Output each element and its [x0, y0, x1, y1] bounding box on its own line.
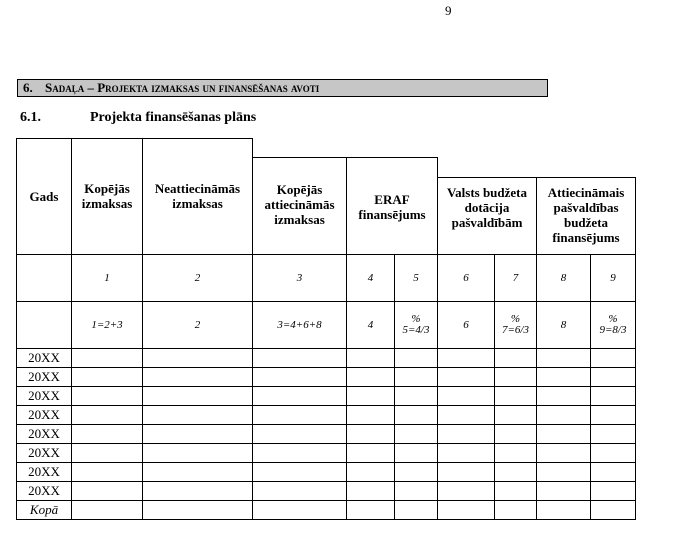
total-cell	[71, 500, 143, 520]
year-label: 20XX	[16, 386, 72, 406]
table-cell	[536, 443, 591, 463]
total-cell	[494, 500, 537, 520]
formula-6: 6	[437, 301, 495, 349]
table-cell	[346, 443, 395, 463]
total-cell	[142, 500, 253, 520]
table-cell	[346, 386, 395, 406]
formula-1: 1=2+3	[71, 301, 143, 349]
colnum-8: 8	[536, 254, 591, 302]
table-cell	[536, 367, 591, 387]
formula-8: 8	[536, 301, 591, 349]
table-cell	[494, 462, 537, 482]
subsection-title: Projekta finansēšanas plāns	[90, 110, 257, 125]
section-title: Sadaļa – Projekta izmaksas un finansēšanas avoti	[45, 80, 320, 95]
table-cell	[437, 424, 495, 444]
table-cell	[394, 443, 438, 463]
table-cell	[590, 367, 636, 387]
table-cell	[590, 424, 636, 444]
table-cell	[437, 462, 495, 482]
header-kopejas-attiecinamas-izmaksas: Kopējās attiecināmās izmaksas	[252, 157, 347, 255]
table-cell	[71, 386, 143, 406]
table-cell	[252, 367, 347, 387]
table-cell	[142, 424, 253, 444]
total-label: Kopā	[16, 500, 72, 520]
subsection-heading	[20, 110, 256, 126]
table-cell	[252, 348, 347, 368]
table-cell	[494, 367, 537, 387]
year-label: 20XX	[16, 443, 72, 463]
table-cell	[536, 424, 591, 444]
formula-9	[590, 301, 636, 349]
year-label: 20XX	[16, 424, 72, 444]
table-cell	[494, 348, 537, 368]
table-cell	[394, 348, 438, 368]
table-cell	[494, 481, 537, 501]
year-label: 20XX	[16, 481, 72, 501]
table-cell	[536, 386, 591, 406]
header-kopejas-izmaksas: Kopējās izmaksas	[71, 138, 143, 255]
table-cell	[590, 443, 636, 463]
table-cell	[346, 481, 395, 501]
table-cell	[590, 481, 636, 501]
table-cell	[437, 405, 495, 425]
table-cell	[252, 443, 347, 463]
table-cell	[71, 348, 143, 368]
table-cell	[437, 386, 495, 406]
table-cell	[394, 424, 438, 444]
table-cell	[394, 367, 438, 387]
formula-5	[394, 301, 438, 349]
colnum-2: 2	[142, 254, 253, 302]
table-cell	[394, 405, 438, 425]
table-cell	[71, 405, 143, 425]
total-cell	[252, 500, 347, 520]
table-cell	[142, 405, 253, 425]
table-cell	[142, 462, 253, 482]
table-cell	[394, 462, 438, 482]
formula-4: 4	[346, 301, 395, 349]
table-cell	[590, 386, 636, 406]
table-cell	[346, 367, 395, 387]
table-cell	[590, 348, 636, 368]
table-cell	[142, 443, 253, 463]
table-cell	[252, 386, 347, 406]
table-cell	[346, 405, 395, 425]
formula-5-text: 5=4/3	[402, 324, 430, 336]
table-cell	[494, 386, 537, 406]
table-cell	[252, 405, 347, 425]
colnum-6: 6	[437, 254, 495, 302]
table-cell	[252, 424, 347, 444]
formula-7-percent: %	[510, 313, 521, 325]
header-pasvaldibas-finansejums: Attiecināmais pašvaldības budžeta finansējums	[536, 177, 636, 255]
table-cell	[437, 348, 495, 368]
colnum-3: 3	[252, 254, 347, 302]
table-cell	[71, 462, 143, 482]
colnum-9: 9	[590, 254, 636, 302]
table-cell	[494, 443, 537, 463]
table-cell	[437, 367, 495, 387]
year-label: 20XX	[16, 348, 72, 368]
colnum-5: 5	[394, 254, 438, 302]
formula-empty	[16, 301, 72, 349]
year-label: 20XX	[16, 367, 72, 387]
total-cell	[346, 500, 395, 520]
table-cell	[252, 462, 347, 482]
table-cell	[346, 424, 395, 444]
table-cell	[590, 405, 636, 425]
table-cell	[590, 462, 636, 482]
table-cell	[536, 481, 591, 501]
table-cell	[346, 348, 395, 368]
total-cell	[437, 500, 495, 520]
table-cell	[252, 481, 347, 501]
table-cell	[142, 386, 253, 406]
total-cell	[590, 500, 636, 520]
table-cell	[536, 462, 591, 482]
colnum-empty	[16, 254, 72, 302]
subsection-number: 6.1.	[20, 110, 41, 125]
table-cell	[71, 481, 143, 501]
formula-3: 3=4+6+8	[252, 301, 347, 349]
table-cell	[494, 424, 537, 444]
table-cell	[494, 405, 537, 425]
table-cell	[394, 386, 438, 406]
header-gads: Gads	[16, 138, 72, 255]
table-cell	[142, 481, 253, 501]
formula-7-text: 7=6/3	[502, 324, 529, 336]
table-cell	[142, 348, 253, 368]
formula-9-percent: %	[608, 313, 618, 325]
table-cell	[346, 462, 395, 482]
total-cell	[536, 500, 591, 520]
year-label: 20XX	[16, 405, 72, 425]
page-number: 9	[445, 3, 452, 18]
total-cell	[394, 500, 438, 520]
section-number: 6.	[23, 80, 33, 95]
formula-2: 2	[142, 301, 253, 349]
section-heading-bar	[17, 79, 548, 97]
table-cell	[71, 443, 143, 463]
header-valsts-budzeta-dotacija: Valsts budžeta dotācija pašvaldībām	[437, 177, 537, 255]
colnum-1: 1	[71, 254, 143, 302]
table-cell	[536, 405, 591, 425]
table-cell	[71, 424, 143, 444]
table-cell	[142, 367, 253, 387]
formula-7	[494, 301, 537, 349]
table-cell	[394, 481, 438, 501]
formula-9-text: 9=8/3	[599, 324, 627, 336]
colnum-7: 7	[494, 254, 537, 302]
formula-5-percent: %	[411, 313, 421, 325]
table-cell	[437, 443, 495, 463]
table-cell	[71, 367, 143, 387]
table-cell	[437, 481, 495, 501]
table-cell	[536, 348, 591, 368]
header-neattiecinamas-izmaksas: Neattiecināmās izmaksas	[142, 138, 253, 255]
header-eraf-finansejums: ERAF finansējums	[346, 157, 438, 255]
year-label: 20XX	[16, 462, 72, 482]
colnum-4: 4	[346, 254, 395, 302]
